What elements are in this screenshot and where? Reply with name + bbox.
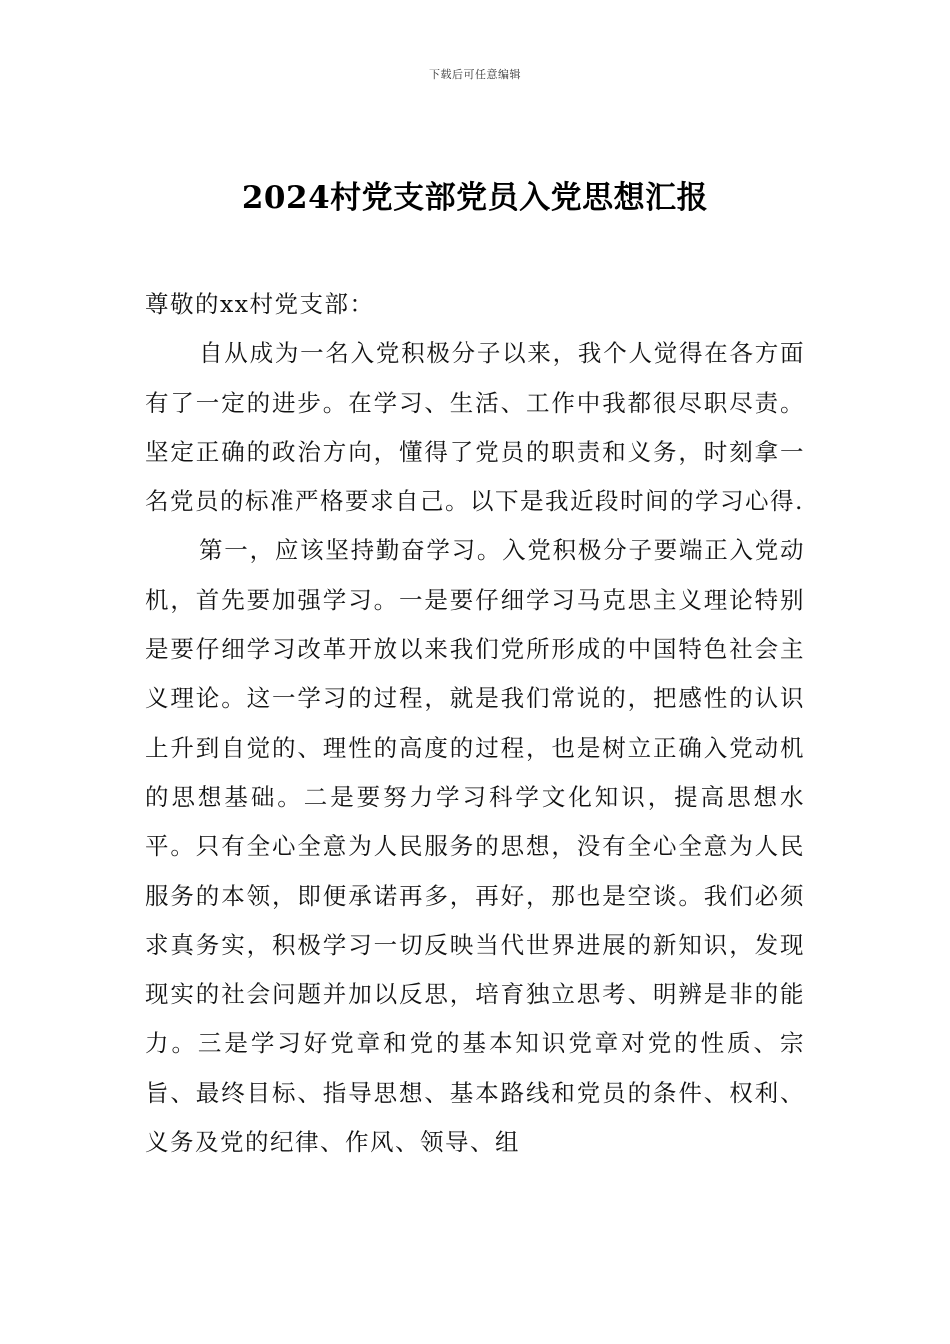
document-title: 2024村党支部党员入党思想汇报 <box>241 180 709 216</box>
paragraph-2: 第一，应该坚持勤奋学习。入党积极分子要端正入党动机，首先要加强学习。一是要仔细学习马克思主义理论特别是要仔细学习改革开放以来我们党所形成的中国特色社会主义理论。这一学习的过程，就是我们常说的，把感性的认识上升到自觉的、理性的高度的过程，也是树立正确入党动机的思想基础。二是要努力学习科学文化知识，提高思想水平。只有全心全意为人民服务的思想，没有全心全意为人民服务的本领，即便承诺再多，再好，那也是空谈。我们必须求真务实，积极学习一切反映当代世界进展的新知识，发现现实的社会问题并加以反思，培育独立思考、明辨是非的能力。三是学习好党章和党的基本知识党章对党的性质、宗旨、最终目标、指导思想、基本路线和党员的条件、权利、义务及党的纪律、作风、领导、组 <box>145 536 805 1157</box>
salutation: 尊敬的xx村党支部： <box>145 290 375 318</box>
header-note: 下载后可任意编辑 <box>429 68 521 81</box>
paragraph-1: 自从成为一名入党积极分子以来，我个人觉得在各方面有了一定的进步。在学习、生活、工作中我都很尽职尽责。坚定正确的政治方向，懂得了党员的职责和义务，时刻拿一名党员的标准严格要求自己。以下是我近段时间的学习心得. <box>145 339 805 516</box>
document-body <box>145 280 805 1167</box>
